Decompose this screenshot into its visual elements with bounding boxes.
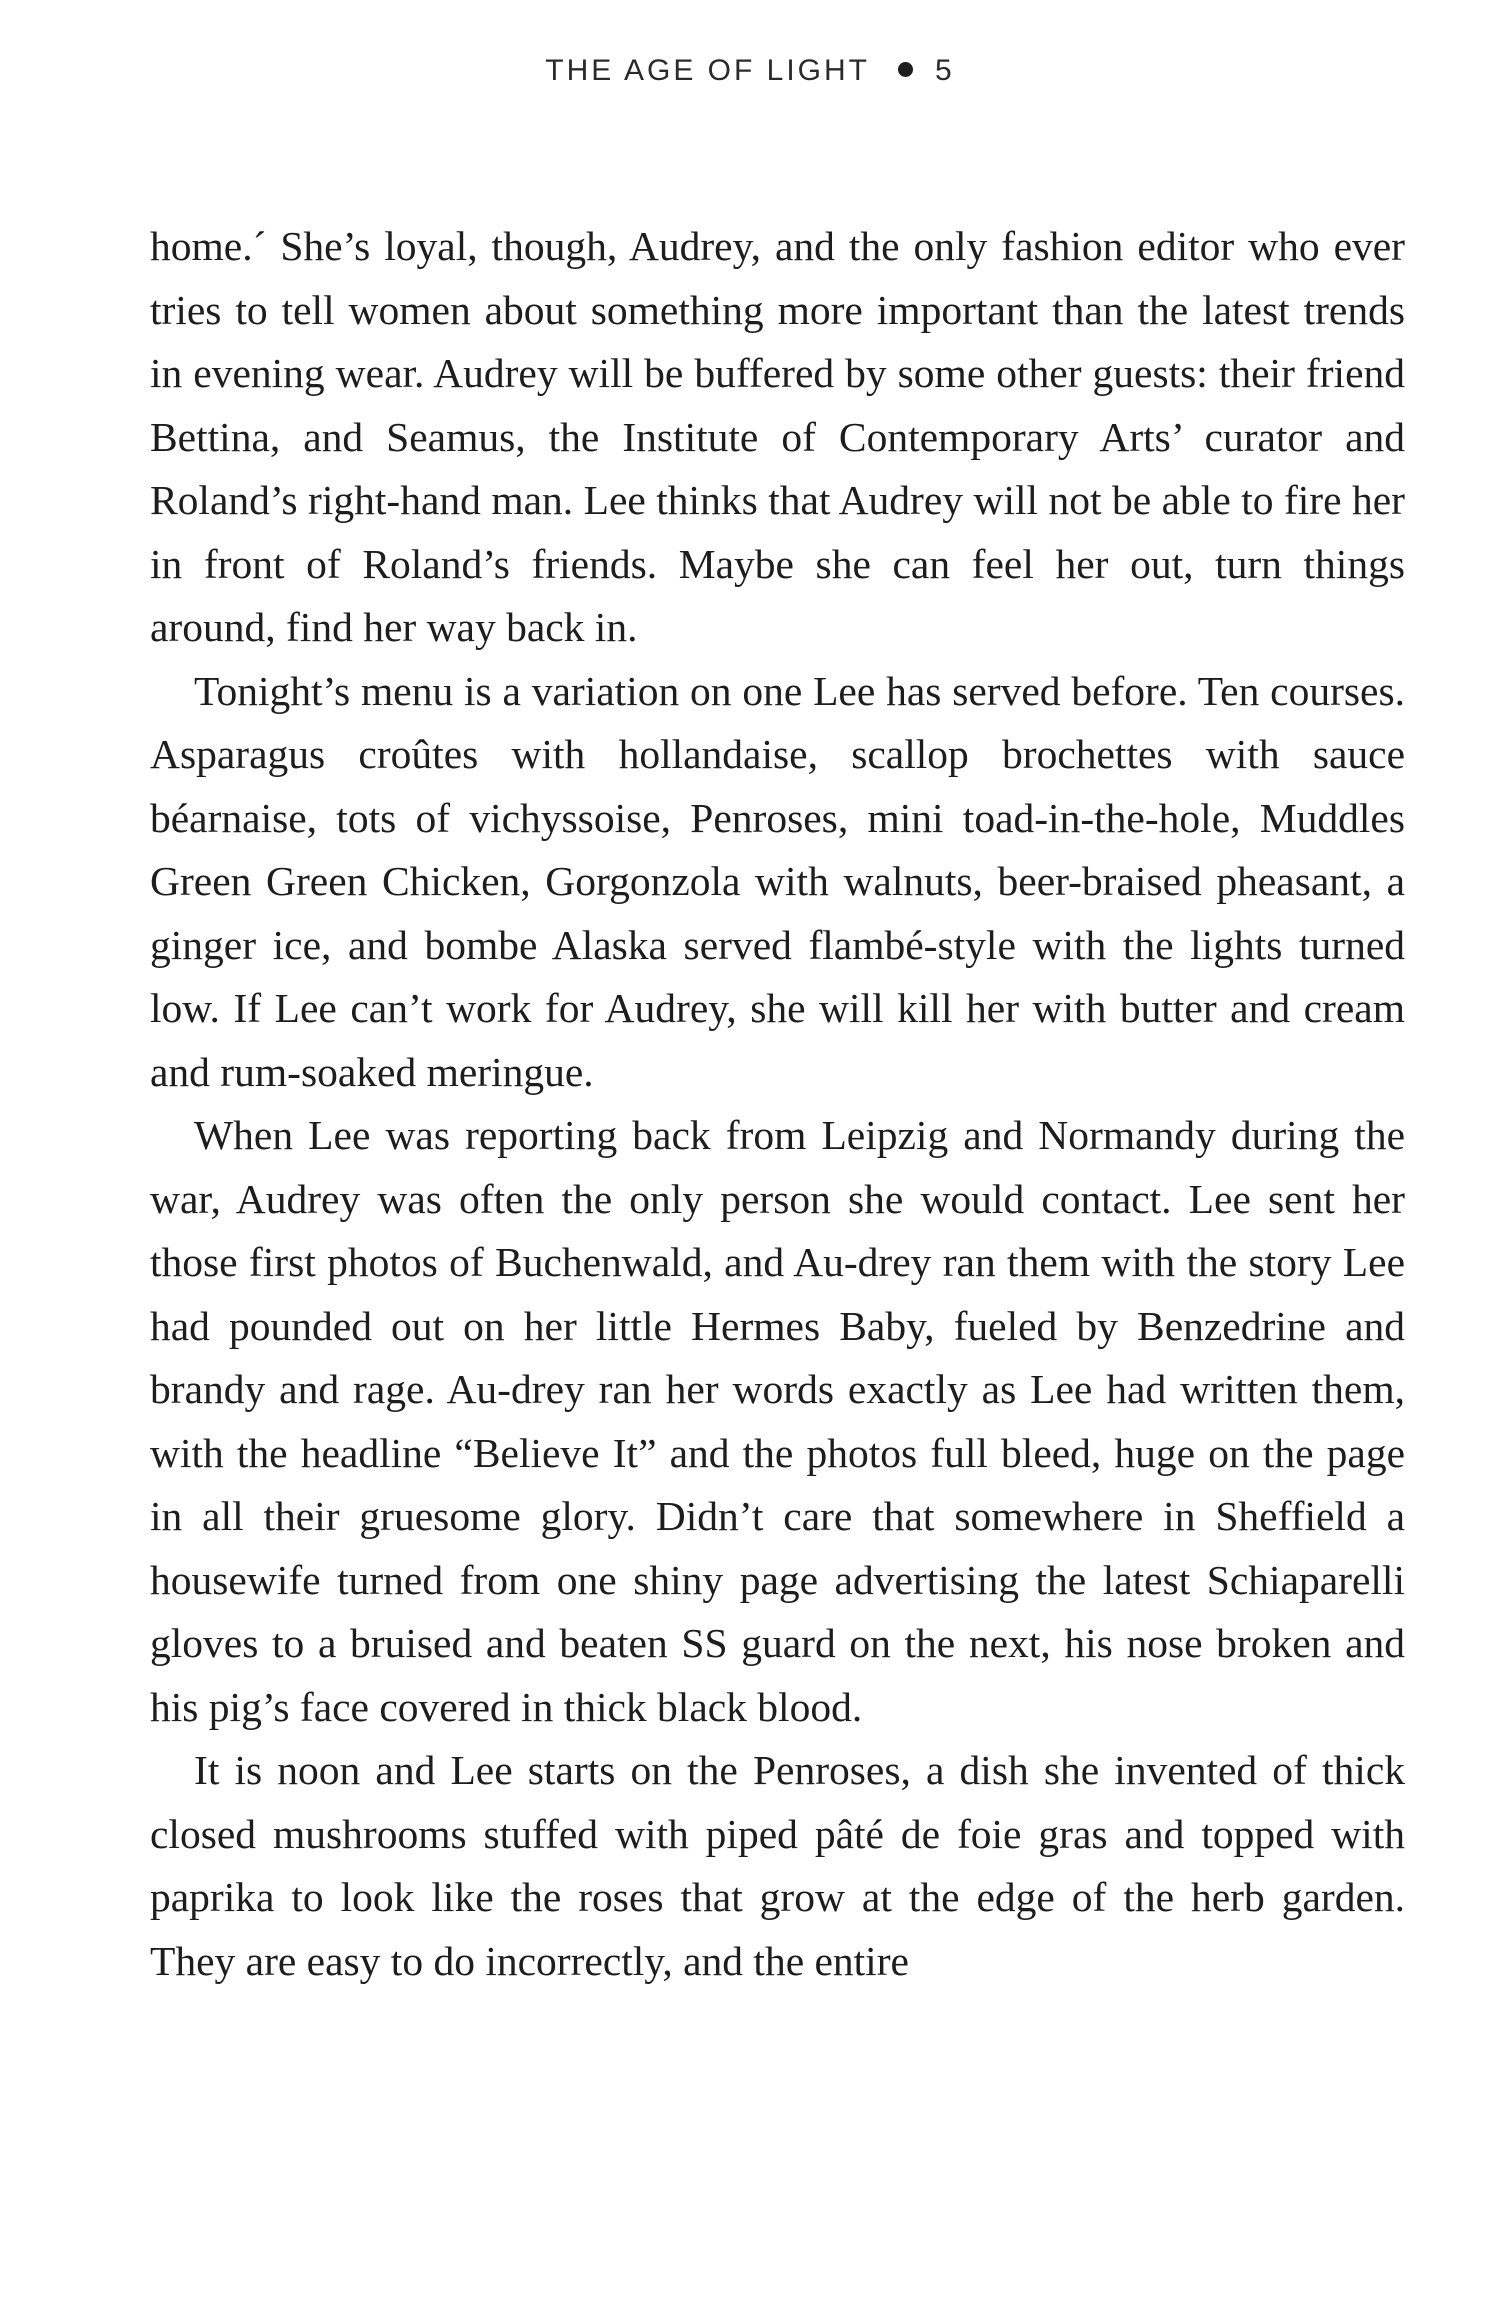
bullet-separator-icon bbox=[898, 62, 913, 77]
body-text bbox=[150, 215, 1405, 1993]
running-head bbox=[0, 54, 1500, 88]
paragraph-2: Tonight’s menu is a variation on one Lee has served before. Ten courses. Asparagus croûtes with hollandaise, scallop brochettes with sauce béarnaise, tots of vichyssoise, Penroses, mini toad-in-the-hole, Muddles Green Green Chicken, Gorgonzola with walnuts, beer-braised pheasant, a ginger ice, and bombe Alaska served flambé-style with the lights turned low. If Lee can’t work for Audrey, she will kill her with butter and cream and rum-soaked meringue. bbox=[150, 667, 1405, 1095]
paragraph-4: It is noon and Lee starts on the Penroses, a dish she invented of thick closed mushrooms stuffed with piped pâté de foie gras and topped with paprika to look like the roses that grow at the edge of the herb garden. They are easy to do incorrectly, and the entire bbox=[150, 1747, 1405, 1984]
paragraph-3: When Lee was reporting back from Leipzig and Normandy during the war, Audrey was often the only person she would contact. Lee sent her those first photos of Buchenwald, and Au-drey ran them with the story Lee had pounded out on her little Hermes Baby, fueled by Benzedrine and brandy and rage. Au-drey ran her words exactly as Lee had written them, with the headline “Believe It” and the photos full bleed, huge on the page in all their gruesome glory. Didn’t care that somewhere in Sheffield a housewife turned from one shiny page advertising the latest Schiaparelli gloves to a bruised and beaten SS guard on the next, his nose broken and his pig’s face covered in thick black blood. bbox=[150, 1112, 1405, 1730]
paragraph-1: home.´ She’s loyal, though, Audrey, and the only fashion editor who ever tries to tell women about something more important than the latest trends in evening wear. Audrey will be buffered by some other guests: their friend Bettina, and Seamus, the Institute of Contemporary Arts’ curator and Roland’s right-hand man. Lee thinks that Audrey will not be able to fire her in front of Roland’s friends. Maybe she can feel her out, turn things around, find her way back in. bbox=[150, 223, 1405, 650]
running-head-title: THE AGE OF LIGHT bbox=[545, 54, 871, 87]
page-number: 5 bbox=[935, 54, 955, 87]
